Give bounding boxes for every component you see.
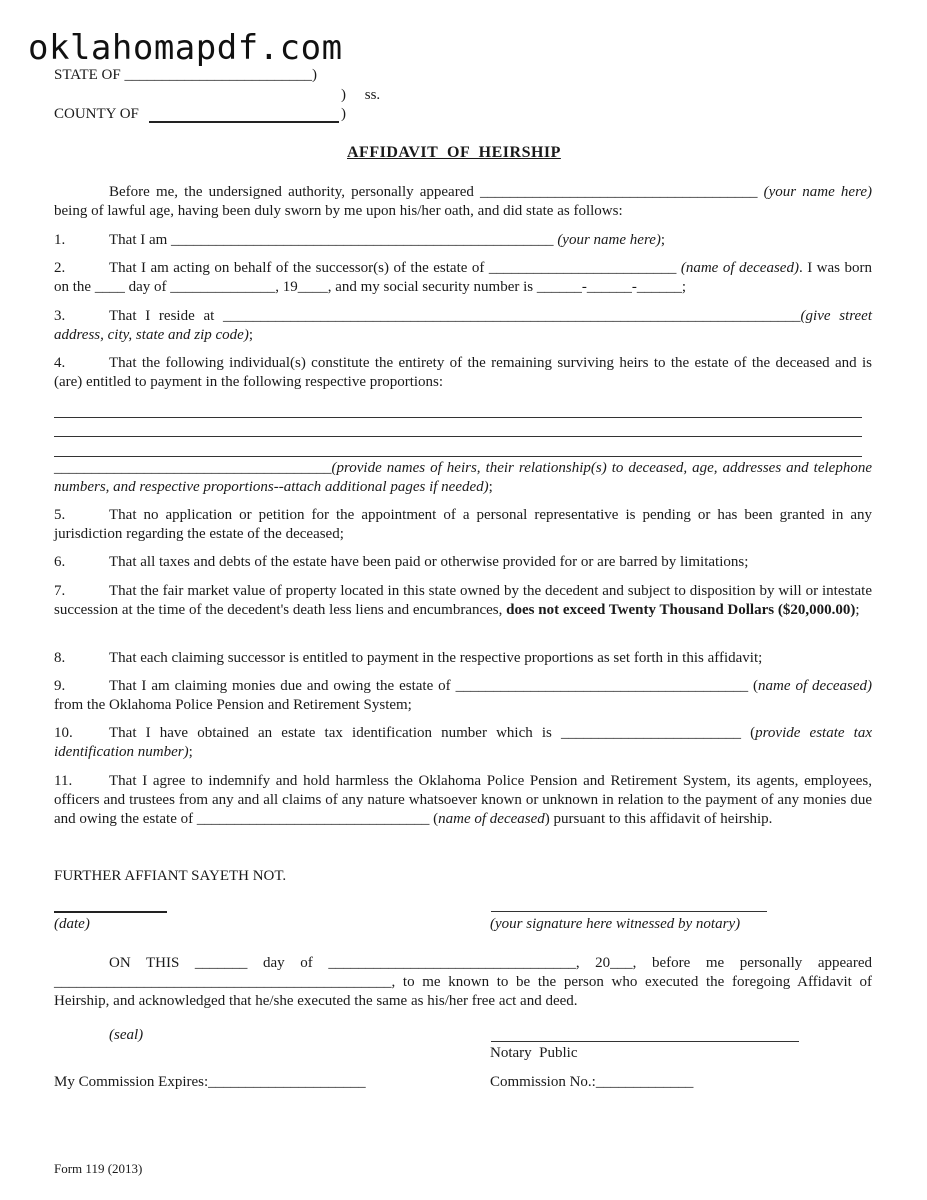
heirs-end: ; <box>488 479 493 495</box>
item-number: 5. <box>54 507 66 523</box>
item-italic: (name of deceased) <box>680 260 799 276</box>
item-number: 10. <box>54 725 73 741</box>
item-number: 7. <box>54 583 66 599</box>
notary-public-label: Notary Public <box>490 1045 578 1061</box>
item-number: 3. <box>54 308 66 324</box>
signature-line <box>491 911 767 912</box>
signature-text: (your signature here witnessed by notary) <box>490 916 741 932</box>
intro-text-2: being of lawful age, having been duly sworn by me upon his/her oath, and did state as follows: <box>54 203 623 219</box>
item-text-end: ; <box>855 602 860 618</box>
item-text-end: from the Oklahoma Police Pension and Retirement System; <box>54 697 412 713</box>
notary-signature-line <box>491 1041 799 1042</box>
intro-text: Before me, the undersigned authority, personally appeared _____________________________________ <box>109 184 764 200</box>
item-text-end: ) pursuant to this affidavit of heirship. <box>544 811 773 827</box>
item-number: 8. <box>54 650 66 666</box>
commission-expires: My Commission Expires:_____________________ <box>54 1074 366 1090</box>
form-footer: Form 119 (2013) <box>54 1161 143 1176</box>
item-8 <box>54 649 872 668</box>
item-text-end: ; <box>660 232 666 248</box>
item-11 <box>54 772 872 829</box>
item-text: That I reside at _____________________________________________________________________________ <box>109 308 801 324</box>
item-text: That I am ___________________________________________________ <box>109 232 558 248</box>
item-text: That I agree to indemnify and hold harmless the Oklahoma Police Pension and Retirement System, its agents, employees, officers and trustees from any and all claims of any nature whatsoever known or unknown in relation to the payment of any monies due and owing the estate of _______________________________ ( <box>54 773 872 827</box>
item-italic: name of deceased) <box>758 678 873 694</box>
item-number: 9. <box>54 678 66 694</box>
item-1 <box>54 231 872 250</box>
item-text: That I am acting on behalf of the successor(s) of the estate of _________________________ <box>109 260 681 276</box>
item-number: 2. <box>54 260 66 276</box>
item-text: That I am claiming monies due and owing the estate of _______________________________________ ( <box>109 678 759 694</box>
heirs-blank: _____________________________________ <box>54 460 332 476</box>
date-text: (date) <box>54 916 90 932</box>
item-5 <box>54 506 872 544</box>
item-7 <box>54 582 872 620</box>
item-italic: (give street address, city, state and zip code) <box>54 308 873 343</box>
date-line <box>54 911 167 913</box>
notary-paragraph <box>54 954 872 1011</box>
item-text: That the following individual(s) constitute the entirety of the remaining surviving heirs to the estate of the deceased and is (are) entitled to payment in the following respective proportions: <box>54 355 872 390</box>
ss-line: ) ss. <box>341 87 381 103</box>
heirs-line-1 <box>54 417 862 418</box>
county-blank <box>149 121 339 123</box>
item-italic: (your name here) <box>557 232 661 248</box>
item-number: 4. <box>54 355 66 371</box>
item-italic: name of deceased <box>438 811 545 827</box>
watermark: oklahomapdf.com <box>28 28 343 68</box>
heirs-italic: (provide names of heirs, their relationship(s) to deceased, age, addresses and telephone numbers, and respective proportions--attach additional pages if needed) <box>54 460 872 495</box>
item-9 <box>54 677 872 715</box>
date-label <box>54 915 90 934</box>
intro-paragraph <box>54 183 872 221</box>
heirs-instructions <box>54 459 872 497</box>
item-text: That I have obtained an estate tax identification number which is ________________________ ( <box>109 725 756 741</box>
item-4 <box>54 354 872 392</box>
state-of-line: STATE OF _________________________) <box>54 67 317 83</box>
item-number: 1. <box>54 232 66 248</box>
seal-label <box>109 1026 143 1045</box>
item-2 <box>54 259 872 297</box>
item-text-end: ; <box>248 327 254 343</box>
item-text: That all taxes and debts of the estate have been paid or otherwise provided for or are barred by limitations; <box>109 554 749 570</box>
item-bold: does not exceed Twenty Thousand Dollars ($20,000.00) <box>506 602 856 618</box>
item-text: That the fair market value of property located in this state owned by the decedent and subject to disposition by will or intestate succession at the time of the decedent's death less liens and encumbrances, <box>54 583 872 618</box>
item-text-end: ; <box>188 744 193 760</box>
seal-text: (seal) <box>109 1027 144 1043</box>
notary-text: ON THIS _______ day of _________________________________, 20___, before me personally appeared _____________________________________________, to me known to be the person who executed the foregoing Affidavit of Heirship, and acknowledged that he/she executed the same as his/her free act and deed. <box>54 955 872 1009</box>
intro-italic: (your name here) <box>763 184 872 200</box>
item-text: That no application or petition for the appointment of a personal representative is pending or has been granted in any jurisdiction regarding the estate of the deceased; <box>54 507 872 542</box>
document-title: AFFIDAVIT OF HEIRSHIP <box>347 144 561 161</box>
county-of-label: COUNTY OF <box>54 106 139 122</box>
item-number: 6. <box>54 554 66 570</box>
item-text-end: . I was born on the ____ day of ______________, 19____, and my social security number is ______-______-______; <box>54 260 872 295</box>
county-close: ) <box>341 106 346 122</box>
heirs-line-2 <box>54 436 862 437</box>
item-3 <box>54 307 872 345</box>
item-italic: provide estate tax identification number) <box>54 725 873 760</box>
item-10 <box>54 724 872 762</box>
item-number: 11. <box>54 773 73 789</box>
item-text: That each claiming successor is entitled to payment in the respective proportions as set forth in this affidavit; <box>109 650 763 666</box>
commission-number: Commission No.:_____________ <box>490 1074 694 1090</box>
item-6 <box>54 553 872 572</box>
signature-label <box>490 915 740 934</box>
further-affiant: FURTHER AFFIANT SAYETH NOT. <box>54 868 287 884</box>
heirs-line-3 <box>54 456 862 457</box>
